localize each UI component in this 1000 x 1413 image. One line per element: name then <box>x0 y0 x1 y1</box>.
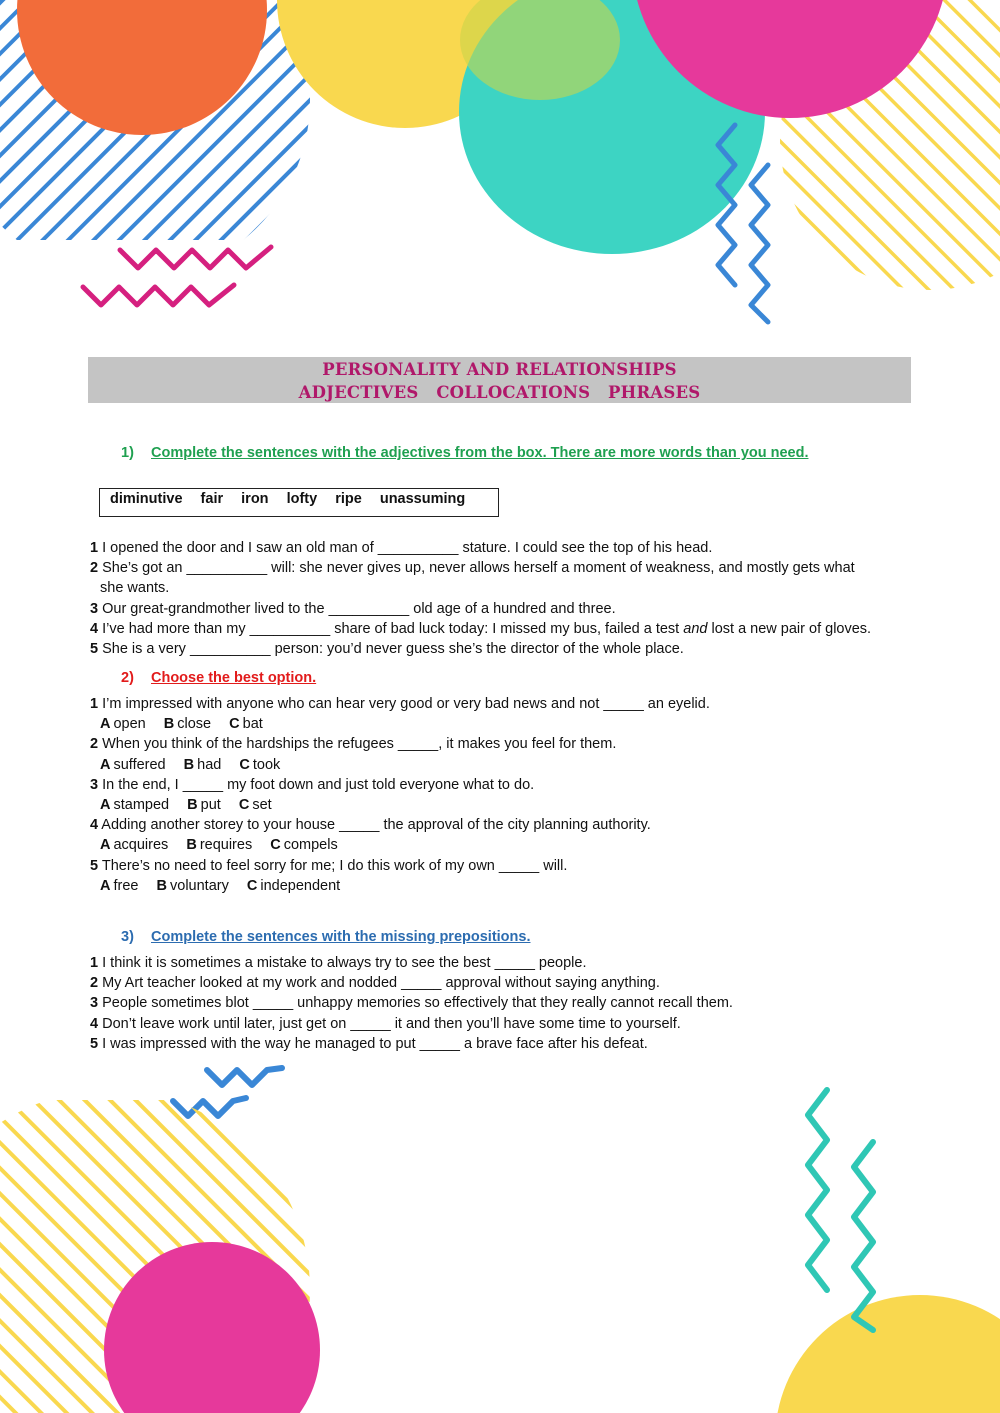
worksheet-title: PERSONALITY AND RELATIONSHIPS <box>322 360 677 379</box>
word-box-word: ripe <box>335 491 362 507</box>
exercise-item: 2 My Art teacher looked at my work and nodded _____ approval without saying anything. <box>90 975 660 992</box>
exercise-item: 1 I opened the door and I saw an old man of __________ stature. I could see the top of his head. <box>90 540 713 556</box>
section-2-instruction: Choose the best option. <box>151 670 317 686</box>
section-1-items <box>90 538 871 659</box>
blue-zigzag-top-2 <box>751 165 768 322</box>
stripe-pattern-top-right <box>780 0 1000 300</box>
option[interactable]: B had <box>183 756 222 773</box>
exercise-item: 1 I’m impressed with anyone who can hear very good or very bad news and not _____ an eyelid. <box>90 696 710 712</box>
section-1-heading <box>121 445 809 461</box>
pink-zigzag-1 <box>120 247 271 268</box>
option[interactable]: C compels <box>270 837 338 854</box>
yellow-circle-top <box>277 0 533 128</box>
exercise-item: 5 I was impressed with the way he managed to put _____ a brave face after his defeat. <box>90 1035 648 1052</box>
option[interactable]: C took <box>239 756 281 773</box>
answer-options <box>90 876 710 896</box>
option[interactable]: B put <box>187 797 221 814</box>
answer-options <box>90 835 710 855</box>
option[interactable]: A open <box>100 716 146 733</box>
section-3-items <box>90 953 733 1054</box>
option[interactable]: B requires <box>186 837 253 854</box>
teal-zigzag-bottom-1 <box>808 1090 827 1290</box>
answer-options <box>90 755 710 775</box>
option[interactable]: A free <box>100 877 139 894</box>
exercise-item: 1 I think it is sometimes a mistake to always try to see the best _____ people. <box>90 955 587 971</box>
answer-options <box>90 714 710 734</box>
yellow-circle-bottom <box>775 1295 1000 1413</box>
section-3-instruction: Complete the sentences with the missing prepositions. <box>151 929 531 945</box>
option[interactable]: B close <box>163 716 212 733</box>
exercise-item: 2 She’s got an __________ will: she never gives up, never allows herself a moment of weakness, and mostly gets what <box>90 560 855 577</box>
section-3-number: 3) <box>121 929 134 945</box>
lime-overlap <box>460 0 620 100</box>
word-box <box>99 488 499 517</box>
worksheet-subtitle: ADJECTIVES COLLOCATIONS PHRASES <box>298 383 701 402</box>
option[interactable]: C set <box>238 797 272 814</box>
teal-zigzag-bottom-2 <box>854 1142 873 1330</box>
section-3-heading <box>121 929 531 945</box>
blue-zigzag-top-1 <box>718 125 735 285</box>
section-1-instruction: Complete the sentences with the adjectives from the box. There are more words than you need. <box>151 445 809 461</box>
exercise-item: 4 Adding another storey to your house _____ the approval of the city planning authority. <box>90 817 651 834</box>
exercise-item: 5 There’s no need to feel sorry for me; I do this work of my own _____ will. <box>90 857 568 874</box>
option[interactable]: A acquires <box>100 837 169 854</box>
section-2-number: 2) <box>121 670 134 686</box>
word-box-word: iron <box>241 491 269 507</box>
option[interactable]: A stamped <box>100 797 170 814</box>
teal-circle-top <box>459 0 765 254</box>
exercise-item: 4 Don’t leave work until later, just get on _____ it and then you’ll have some time to yourself. <box>90 1015 681 1032</box>
section-1-number: 1) <box>121 445 134 461</box>
exercise-item: 2 When you think of the hardships the refugees _____, it makes you feel for them. <box>90 736 617 753</box>
exercise-item: 3 In the end, I _____ my foot down and just told everyone what to do. <box>90 776 535 793</box>
option[interactable]: B voluntary <box>156 877 229 894</box>
blue-zigzag-bottom-1 <box>207 1068 282 1085</box>
option[interactable]: C bat <box>229 716 263 733</box>
stripe-pattern-top-left <box>0 0 320 240</box>
section-2-heading <box>121 670 316 686</box>
exercise-item: 3 People sometimes blot _____ unhappy memories so effectively that they really cannot recall them. <box>90 995 733 1012</box>
exercise-item: 3 Our great-grandmother lived to the __________ old age of a hundred and three. <box>90 600 616 617</box>
title-banner <box>88 357 911 403</box>
pink-zigzag-2 <box>83 285 234 305</box>
orange-circle-top <box>17 0 267 135</box>
exercise-item: 4 I’ve had more than my __________ share of bad luck today: I missed my bus, failed a test and lost a new pair of gloves. <box>90 620 872 637</box>
word-box-word: diminutive <box>110 491 183 507</box>
option[interactable]: C independent <box>246 877 341 894</box>
magenta-circle-bottom <box>104 1242 320 1413</box>
stripe-pattern-bottom-left <box>0 1100 320 1413</box>
answer-options <box>90 795 710 815</box>
magenta-circle-top <box>632 0 948 118</box>
section-2-items <box>90 694 710 896</box>
option[interactable]: A suffered <box>100 756 166 773</box>
word-box-word: fair <box>200 491 224 507</box>
exercise-item: 5 She is a very __________ person: you’d never guess she’s the director of the whole place. <box>90 641 684 658</box>
blue-zigzag-bottom-2 <box>173 1098 246 1116</box>
word-box-word: unassuming <box>379 491 466 507</box>
word-box-word: lofty <box>286 491 318 507</box>
exercise-item-continuation: she wants. <box>100 580 170 597</box>
